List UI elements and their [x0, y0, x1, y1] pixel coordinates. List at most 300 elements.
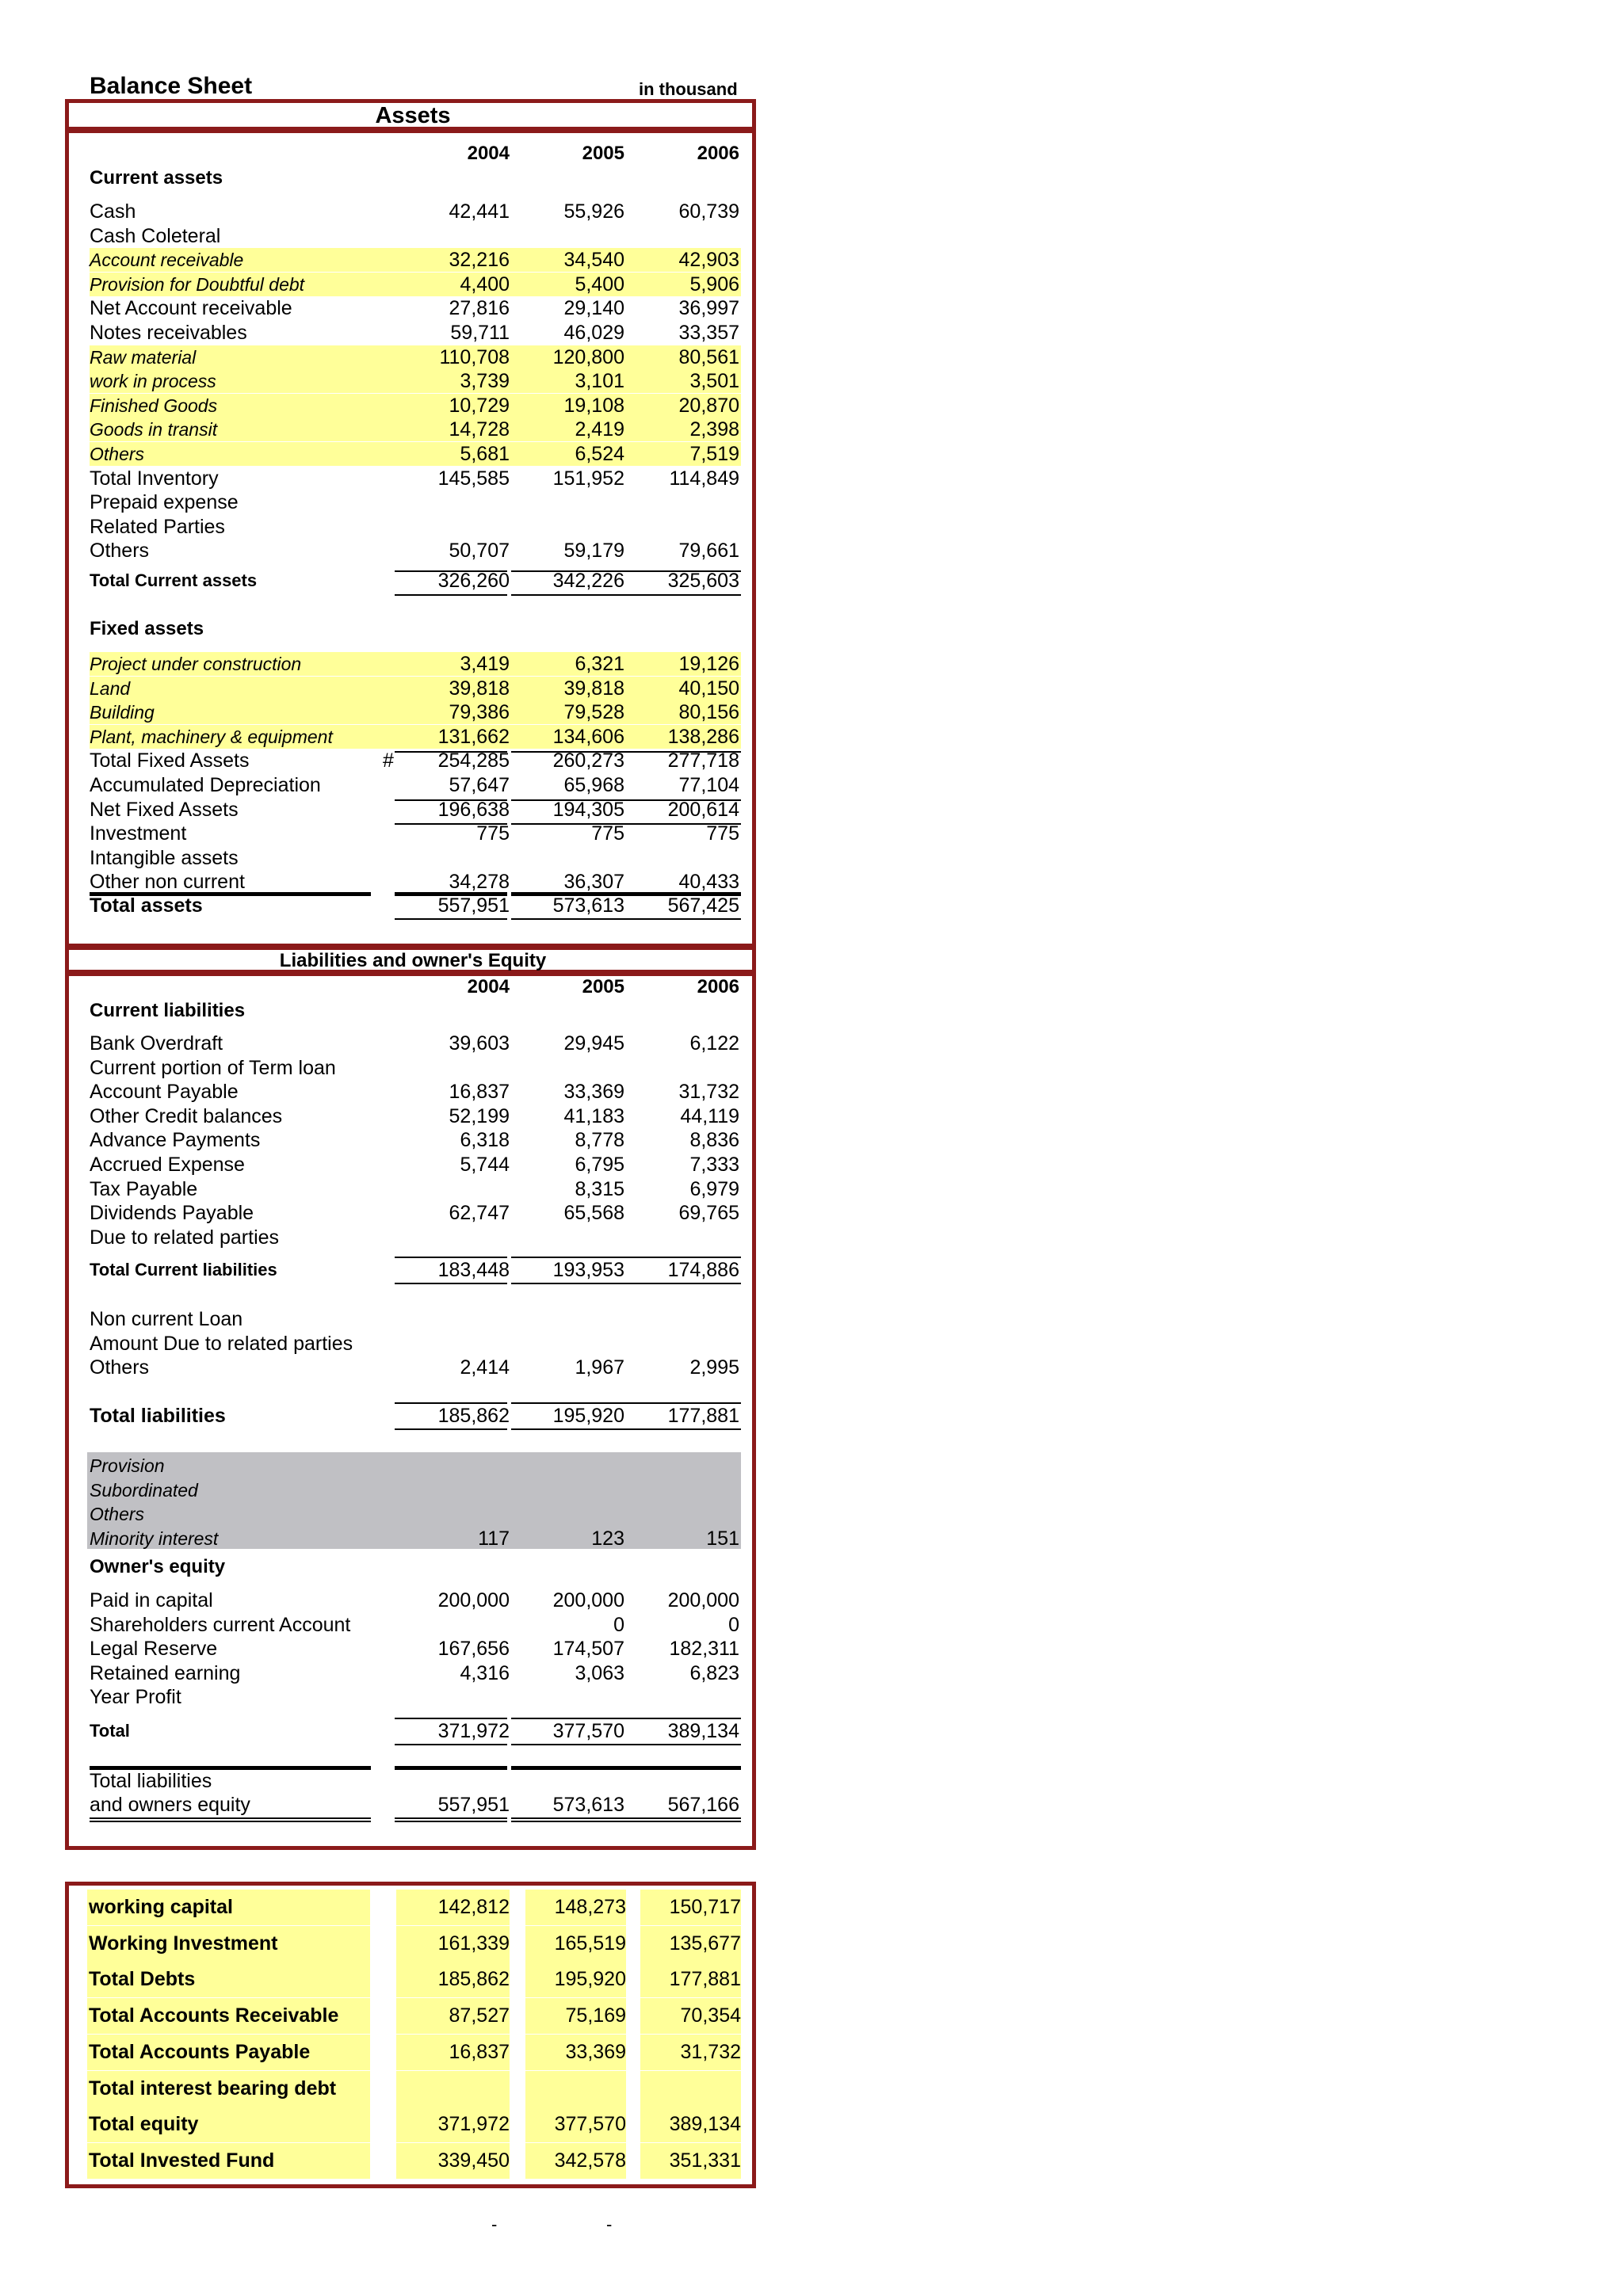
row-label: Subordinated: [90, 1479, 198, 1501]
row-label: Net Fixed Assets: [90, 798, 239, 821]
row-value: 195,920: [552, 1405, 624, 1427]
row-value: 34,540: [563, 249, 624, 272]
rule-line: [395, 799, 507, 801]
year-header: 2004: [467, 976, 510, 997]
row-value: 59,711: [450, 322, 510, 344]
table-row: [90, 1104, 741, 1128]
row-value: 6,318: [460, 1129, 510, 1152]
rule-line: [395, 1821, 507, 1822]
table-row: [90, 677, 741, 700]
table-row: [90, 224, 741, 248]
row-label: Others: [90, 1356, 150, 1379]
rule-line: [511, 799, 626, 801]
row-value: 3,063: [575, 1661, 624, 1684]
rule-line: [395, 823, 507, 825]
row-value: 6,524: [575, 443, 624, 465]
row-value: 8,778: [575, 1129, 624, 1152]
row-value: 557,951: [437, 894, 510, 917]
summary-value: [396, 2071, 510, 2107]
row-label: Total Current liabilities: [90, 1260, 277, 1280]
row-value: 2,995: [689, 1356, 739, 1379]
row-label: Cash: [90, 200, 136, 223]
row-value: 3,419: [460, 653, 510, 675]
table-row: [90, 846, 741, 870]
row-value: 16,837: [449, 1081, 510, 1104]
summary-value: [525, 2071, 626, 2107]
row-value: 573,613: [552, 894, 624, 917]
footer-mark: -: [491, 2214, 498, 2234]
document-title: Balance Sheet: [90, 73, 253, 99]
row-value: 117: [478, 1527, 510, 1550]
year-header: 2006: [697, 976, 739, 997]
row-value: 20,870: [678, 394, 739, 417]
current-liabilities-heading: Current liabilities: [90, 1000, 246, 1021]
row-value: 134,606: [552, 725, 624, 748]
row-value: 4,400: [460, 273, 510, 296]
summary-value: 195,920: [525, 1962, 626, 1997]
row-label: Provision for Doubtful debt: [90, 273, 305, 295]
row-value: 200,614: [667, 798, 739, 821]
row-value: 34,278: [449, 871, 510, 894]
row-label: Raw material: [90, 346, 197, 368]
summary-value: 142,812: [396, 1890, 510, 1925]
rule-line: [511, 1283, 626, 1284]
row-value: 0: [613, 1613, 624, 1636]
row-value: 185,862: [437, 1405, 510, 1427]
table-row: [90, 1613, 741, 1637]
rule-line: [511, 751, 626, 753]
row-label: Bank Overdraft: [90, 1032, 223, 1055]
row-value: 123: [591, 1527, 624, 1550]
row-value: 80,156: [678, 701, 739, 724]
row-value: 0: [728, 1613, 739, 1636]
summary-label: Total Invested Fund: [87, 2143, 370, 2179]
rule-line: [626, 1817, 741, 1819]
summary-value: 185,862: [396, 1962, 510, 1997]
row-value: 110,708: [439, 345, 510, 368]
table-row: [90, 1307, 741, 1331]
row-label: Cash Coleteral: [90, 224, 221, 247]
table-row: [90, 345, 741, 369]
row-value: 260,273: [552, 749, 624, 772]
grand-total-value: 573,613: [552, 1794, 624, 1816]
rule-line: [511, 1744, 626, 1745]
row-label: Others: [90, 1504, 145, 1525]
row-value: 79,661: [678, 540, 739, 563]
total-current-assets-row: [90, 569, 741, 593]
row-value: 62,747: [449, 1202, 510, 1225]
row-value: 1,967: [575, 1356, 624, 1379]
summary-value: 150,717: [640, 1890, 741, 1925]
row-value: 5,400: [575, 273, 624, 296]
summary-value: 389,134: [640, 2107, 741, 2142]
summary-label: Total Accounts Receivable: [87, 1998, 370, 2034]
row-value: 33,357: [678, 322, 739, 344]
grand-total-value: 557,951: [437, 1794, 510, 1816]
rule-line: [395, 1744, 507, 1745]
row-label: Paid in capital: [90, 1589, 213, 1611]
table-row: [90, 870, 741, 894]
table-row: [90, 1226, 741, 1249]
fixed-assets-heading: Fixed assets: [90, 618, 204, 639]
rule-line: [90, 1821, 371, 1822]
summary-value: 70,354: [640, 1998, 741, 2034]
row-value: 79,386: [449, 701, 510, 724]
row-label: Project under construction: [90, 654, 302, 674]
row-value: 775: [476, 822, 510, 845]
table-row: [90, 1177, 741, 1201]
row-value: 2,398: [689, 418, 739, 441]
rule-line: [395, 1766, 507, 1770]
row-label: Investment: [90, 822, 187, 845]
table-row: [90, 1153, 741, 1177]
table-row: [90, 418, 741, 441]
row-value: 77,104: [678, 774, 739, 796]
row-value: 194,305: [552, 798, 624, 821]
row-label: Plant, machinery & equipment: [90, 726, 333, 747]
row-label: Minority interest: [90, 1527, 219, 1549]
table-row: [90, 1080, 741, 1104]
summary-value: 371,972: [396, 2107, 510, 2142]
row-label: Total Inventory: [90, 467, 219, 490]
row-value: 42,903: [678, 249, 739, 272]
row-value: 3,739: [460, 370, 510, 393]
row-value: 33,369: [563, 1081, 624, 1104]
rule-line: [511, 1766, 626, 1770]
row-value: 29,140: [563, 297, 624, 320]
row-value: 60,739: [678, 200, 739, 223]
row-label: Building: [90, 702, 155, 723]
row-value: 7,519: [689, 443, 739, 465]
rule-line: [511, 918, 626, 920]
assets-frame: [65, 99, 756, 131]
row-value: 193,953: [552, 1259, 624, 1281]
row-value: 326,260: [437, 570, 510, 592]
row-value: 46,029: [563, 322, 624, 344]
summary-value: 148,273: [525, 1890, 626, 1925]
rule-line: [395, 1428, 507, 1430]
row-label: Total liabilities: [90, 1405, 226, 1427]
row-value: 151: [706, 1527, 739, 1550]
row-label: Others: [90, 444, 145, 464]
table-row: [90, 1032, 741, 1055]
summary-value: 33,369: [525, 2035, 626, 2070]
row-value: 80,561: [678, 345, 739, 368]
row-label: Notes receivables: [90, 322, 247, 344]
row-value: 65,568: [563, 1202, 624, 1225]
row-label: Non current Loan: [90, 1308, 243, 1330]
table-row: [90, 273, 741, 296]
total-liabilities-row: [90, 1404, 741, 1428]
rule-line: [626, 823, 741, 825]
row-value: 59,179: [563, 540, 624, 563]
liabilities-heading: Liabilities and owner's Equity: [279, 950, 547, 971]
row-label: Intangible assets: [90, 846, 239, 869]
row-label: Total Current assets: [90, 570, 258, 590]
table-row: [90, 369, 741, 393]
row-value: 377,570: [552, 1720, 624, 1742]
row-value: 31,732: [678, 1081, 739, 1104]
year-header: 2005: [582, 976, 624, 997]
row-value: 6,979: [689, 1177, 739, 1200]
summary-label: Total Accounts Payable: [87, 2035, 370, 2070]
table-row: [90, 700, 741, 724]
row-value: 79,528: [563, 701, 624, 724]
rule-line: [395, 1283, 507, 1284]
summary-value: 339,450: [396, 2143, 510, 2179]
row-label: Prepaid expense: [90, 491, 239, 514]
summary-label: Total equity: [87, 2107, 370, 2142]
row-value: 775: [706, 822, 739, 845]
table-row: [90, 1502, 741, 1526]
summary-value: 165,519: [525, 1926, 626, 1962]
row-label: Total assets: [90, 894, 203, 917]
row-value: 183,448: [437, 1259, 510, 1281]
rule-line: [395, 594, 507, 596]
table-row: [90, 1454, 741, 1478]
row-value: 151,952: [552, 467, 624, 490]
rule-line: [395, 751, 507, 753]
row-value: 52,199: [449, 1104, 510, 1127]
row-value: 40,433: [678, 871, 739, 894]
row-label: Net Account receivable: [90, 297, 292, 320]
row-value: 6,122: [689, 1032, 739, 1055]
row-value: 6,795: [575, 1154, 624, 1176]
row-label: Accumulated Depreciation: [90, 774, 321, 796]
table-row: [90, 1356, 741, 1379]
rule-line: [626, 799, 741, 801]
footer-mark: -: [606, 2214, 613, 2234]
row-value: 131,662: [437, 725, 510, 748]
row-value: 14,728: [449, 418, 510, 441]
summary-value: 342,578: [525, 2143, 626, 2179]
row-marker: #: [383, 749, 394, 772]
row-label: Others: [90, 540, 150, 563]
row-value: 5,744: [460, 1154, 510, 1176]
row-label: work in process: [90, 371, 216, 392]
row-value: 32,216: [449, 249, 510, 272]
rule-line: [511, 594, 626, 596]
row-label: Amount Due to related parties: [90, 1332, 353, 1355]
row-label: Related Parties: [90, 515, 225, 538]
current-assets-heading: Current assets: [90, 167, 223, 189]
row-value: 200,000: [437, 1589, 510, 1611]
table-row: [90, 1128, 741, 1152]
summary-value: 75,169: [525, 1998, 626, 2034]
year-header: 2005: [582, 143, 624, 164]
row-value: 7,333: [689, 1154, 739, 1176]
owners-equity-heading: Owner's equity: [90, 1556, 226, 1577]
row-value: 182,311: [669, 1638, 739, 1661]
row-value: 200,000: [667, 1589, 739, 1611]
summary-value: 161,339: [396, 1926, 510, 1962]
table-row: [90, 1637, 741, 1661]
table-row: [90, 1056, 741, 1080]
table-row: [90, 1589, 741, 1612]
row-value: 44,119: [680, 1104, 739, 1127]
table-row: [90, 296, 741, 320]
row-label: Retained earning: [90, 1661, 241, 1684]
row-value: 200,000: [552, 1589, 624, 1611]
row-value: 39,818: [449, 677, 510, 700]
row-value: 5,906: [689, 273, 739, 296]
row-value: 567,425: [667, 894, 739, 917]
assets-heading: Assets: [375, 103, 451, 128]
row-value: 57,647: [449, 774, 510, 796]
row-value: 6,823: [689, 1661, 739, 1684]
row-value: 40,150: [678, 677, 739, 700]
row-label: Dividends Payable: [90, 1202, 254, 1225]
row-value: 41,183: [563, 1104, 624, 1127]
rule-line: [626, 918, 741, 920]
summary-value: 377,570: [525, 2107, 626, 2142]
row-value: 19,108: [563, 394, 624, 417]
table-row: [90, 539, 741, 563]
rule-line: [511, 1817, 626, 1819]
rule-line: [511, 1428, 626, 1430]
row-value: 19,126: [678, 653, 739, 675]
row-value: 5,681: [460, 443, 510, 465]
row-value: 29,945: [563, 1032, 624, 1055]
row-value: 3,501: [689, 370, 739, 393]
row-value: 138,286: [667, 725, 739, 748]
row-value: 145,585: [437, 467, 510, 490]
row-value: 65,968: [563, 774, 624, 796]
row-value: 167,656: [437, 1638, 510, 1661]
row-label: Advance Payments: [90, 1129, 261, 1152]
row-value: 42,441: [449, 200, 510, 223]
row-value: 69,765: [678, 1202, 739, 1225]
row-value: 10,729: [449, 394, 510, 417]
row-label: Tax Payable: [90, 1177, 198, 1200]
summary-label: Working Investment: [87, 1926, 370, 1962]
table-row: [90, 321, 741, 345]
table-row: [90, 248, 741, 272]
rule-line: [626, 1283, 741, 1284]
table-row: [90, 798, 741, 822]
table-row: [90, 652, 741, 676]
summary-value: 351,331: [640, 2143, 741, 2179]
row-value: 120,800: [552, 345, 624, 368]
row-label: Total Fixed Assets: [90, 749, 250, 772]
summary-value: 135,677: [640, 1926, 741, 1962]
row-label: Year Profit: [90, 1686, 181, 1709]
summary-label: working capital: [87, 1890, 370, 1925]
total-current-liabilities-row: [90, 1258, 741, 1282]
table-row: [90, 394, 741, 418]
row-value: 277,718: [667, 749, 739, 772]
row-value: 27,816: [449, 297, 510, 320]
row-value: 39,603: [449, 1032, 510, 1055]
equity-total-row: [90, 1719, 741, 1743]
row-value: 196,638: [437, 798, 510, 821]
row-value: 3,101: [575, 370, 624, 393]
rule-line: [511, 823, 626, 825]
unit-note: in thousand: [639, 79, 738, 99]
row-label: Account receivable: [90, 250, 244, 271]
table-row: [90, 1201, 741, 1225]
table-row: [90, 490, 741, 514]
row-value: 55,926: [563, 200, 624, 223]
row-value: 177,881: [667, 1405, 739, 1427]
row-value: 8,836: [689, 1129, 739, 1152]
row-value: 114,849: [669, 467, 739, 490]
total-assets-row: [90, 894, 741, 917]
row-label: Total: [90, 1721, 130, 1741]
row-value: 325,603: [667, 570, 739, 592]
row-value: 36,997: [678, 297, 739, 320]
table-row: [90, 725, 741, 749]
row-label: Account Payable: [90, 1081, 239, 1104]
row-label: Due to related parties: [90, 1226, 280, 1249]
grand-total-label: Total liabilities: [90, 1770, 212, 1792]
row-value: 36,307: [563, 871, 624, 894]
row-value: 174,886: [667, 1259, 739, 1281]
row-value: 342,226: [552, 570, 624, 592]
table-row: [90, 1478, 741, 1502]
grand-total-value: 567,166: [667, 1794, 739, 1816]
rule-line: [511, 1821, 626, 1822]
table-row: [90, 773, 741, 797]
table-row: [90, 1685, 741, 1709]
table-row: [90, 467, 741, 490]
table-row: [90, 515, 741, 539]
row-label: Land: [90, 677, 131, 699]
table-row: [90, 822, 741, 845]
rule-line: [626, 1766, 741, 1770]
rule-line: [626, 1744, 741, 1745]
rule-line: [626, 751, 741, 753]
rule-line: [626, 1428, 741, 1430]
row-label: Other non current: [90, 871, 245, 894]
row-label: Accrued Expense: [90, 1154, 245, 1176]
rule-line: [90, 1817, 371, 1819]
year-header: 2006: [697, 143, 739, 164]
table-row: [90, 200, 741, 223]
row-value: 775: [591, 822, 624, 845]
row-value: 50,707: [449, 540, 510, 563]
row-value: 8,315: [575, 1177, 624, 1200]
row-value: 389,134: [667, 1720, 739, 1742]
row-value: 2,419: [575, 418, 624, 441]
row-value: 39,818: [563, 677, 624, 700]
grand-total-label: and owners equity: [90, 1794, 250, 1816]
row-label: Finished Goods: [90, 395, 218, 416]
year-header: 2004: [467, 143, 510, 164]
liabilities-frame: [65, 946, 756, 974]
summary-value: [640, 2071, 741, 2107]
summary-label: Total Debts: [87, 1962, 370, 1997]
row-value: 2,414: [460, 1356, 510, 1379]
row-label: Provision: [90, 1455, 165, 1476]
row-value: 174,507: [552, 1638, 624, 1661]
table-row: [90, 1332, 741, 1356]
row-label: Other Credit balances: [90, 1104, 283, 1127]
row-value: 6,321: [575, 653, 624, 675]
table-row: [90, 1661, 741, 1685]
row-value: 254,285: [437, 749, 510, 772]
summary-value: 177,881: [640, 1962, 741, 1997]
row-value: 371,972: [437, 1720, 510, 1742]
rule-line: [626, 594, 741, 596]
rule-line: [395, 1817, 507, 1819]
summary-value: 31,732: [640, 2035, 741, 2070]
summary-value: 16,837: [396, 2035, 510, 2070]
rule-line: [626, 1821, 741, 1822]
row-value: 4,316: [460, 1661, 510, 1684]
row-label: Legal Reserve: [90, 1638, 218, 1661]
rule-line: [395, 918, 507, 920]
